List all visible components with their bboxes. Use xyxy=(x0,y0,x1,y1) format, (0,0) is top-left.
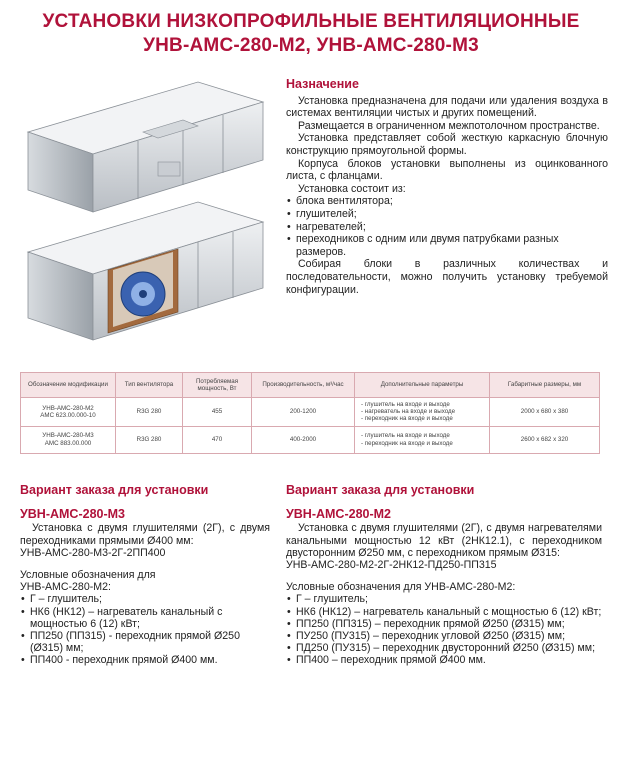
purpose-paragraph: Установка предназначена для подачи или удаления воздуха в системах вентиляции чистых и других помещений. xyxy=(286,94,608,120)
list-item: • глушителей; xyxy=(296,208,608,221)
order-description: Установка с двумя глушителями (2Г), с двумя нагревателями канальными мощностью 12 кВт (2НК12.1), с переходником двусторонним Ø250 мм, с переходником прямым Ø315: xyxy=(286,522,602,559)
fan-cell: R3G 280 xyxy=(116,398,183,427)
list-item: • НК6 (НК12) – нагреватель канальный с мощностью 6 (12) кВт; xyxy=(296,606,602,618)
capacity-cell: 200-1200 xyxy=(252,398,355,427)
list-item: • НК6 (НК12) – нагреватель канальный с мощностью 6 (12) кВт; xyxy=(30,606,270,630)
lower-unit-drawing xyxy=(28,202,263,340)
size-cell: 2000 х 680 х 380 xyxy=(490,398,600,427)
title-line-2: УНВ-АМС-280-М2, УНВ-АМС-280-М3 xyxy=(143,35,479,56)
title-line-1: УСТАНОВКИ НИЗКОПРОФИЛЬНЫЕ ВЕНТИЛЯЦИОННЫЕ xyxy=(42,11,580,32)
order-heading: Вариант заказа для установки xyxy=(286,483,475,497)
column-header: Производительность, м³/час xyxy=(252,373,355,398)
order-heading: Вариант заказа для установки xyxy=(20,483,209,497)
params-cell: - глушитель на входе и выходе - переходник на входе и выходе xyxy=(355,426,490,453)
table-row xyxy=(21,398,600,427)
ventilation-unit-illustration xyxy=(8,72,278,362)
table-header-row xyxy=(21,373,600,398)
column-header: Обозначение модификации xyxy=(21,373,116,398)
purpose-paragraph: Установка представляет собой жесткую каркасную блочную конструкцию прямоугольной формы. xyxy=(286,132,608,157)
order-code: УНВ-АМС-280-М2-2Г-2НК12-ПД250-ПП315 xyxy=(286,559,497,572)
purpose-paragraph: Собирая блоки в различных количествах и последовательности, можно получить установку требуемой конфигурации. xyxy=(286,258,608,296)
power-cell: 470 xyxy=(183,426,252,453)
legend-list xyxy=(286,593,602,666)
purpose-section xyxy=(286,78,608,296)
list-item: • ПП250 (ПП315) – переходник прямой Ø250 (Ø315) мм; xyxy=(296,618,602,630)
order-option-m3 xyxy=(20,484,270,667)
list-item: • нагревателей; xyxy=(296,221,608,234)
list-item: • ПД250 (ПУ315) – переходник двусторонний Ø250 (Ø315) мм; xyxy=(296,642,602,654)
column-header: Потребляемая мощность, Вт xyxy=(183,373,252,398)
list-item: • переходников с одним или двумя патрубками разных размеров. xyxy=(296,233,608,258)
order-description: Установка с двумя глушителями (2Г), с двумя переходниками прямыми Ø400 мм: xyxy=(20,522,270,547)
power-cell: 455 xyxy=(183,398,252,427)
model-cell: УНВ-АМС-280-М3 АМС 883.00.000 xyxy=(21,426,116,453)
table-row xyxy=(21,426,600,453)
page-title xyxy=(0,10,622,58)
capacity-cell: 400-2000 xyxy=(252,426,355,453)
components-list xyxy=(286,195,608,258)
column-header: Тип вентилятора xyxy=(116,373,183,398)
list-item: • блока вентилятора; xyxy=(296,195,608,208)
size-cell: 2600 х 682 х 320 xyxy=(490,426,600,453)
purpose-paragraph: Установка состоит из: xyxy=(298,182,406,195)
list-item: • ПП400 - переходник прямой Ø400 мм. xyxy=(30,654,270,666)
column-header: Габаритные размеры, мм xyxy=(490,373,600,398)
list-item: • Г – глушитель; xyxy=(296,593,602,605)
order-model: УВН-АМС-280-М2 xyxy=(286,507,392,522)
column-header: Дополнительные параметры xyxy=(355,373,490,398)
upper-unit-drawing xyxy=(28,82,263,212)
purpose-paragraph: Размещается в ограниченном межпотолочном пространстве. xyxy=(298,119,600,132)
legend-title: УНВ-АМС-280-М2: xyxy=(20,581,111,594)
legend-title: Условные обозначения для УНВ-АМС-280-М2: xyxy=(286,581,516,594)
order-model: УВН-АМС-280-М3 xyxy=(20,507,126,522)
purpose-paragraph: Корпуса блоков установки выполнены из оцинкованного листа, с фланцами. xyxy=(286,157,608,183)
list-item: • ПП400 – переходник прямой Ø400 мм. xyxy=(296,654,602,666)
legend-title: Условные обозначения для xyxy=(20,569,156,582)
list-item: • Г – глушитель; xyxy=(30,593,270,605)
model-cell: УНВ-АМС-280-М2 АМС 623.00.000-10 xyxy=(21,398,116,427)
legend-list xyxy=(20,593,270,666)
order-code: УНВ-АМС-280-М3-2Г-2ПП400 xyxy=(20,546,166,559)
params-cell: - глушитель на входе и выходе - нагреватель на входе и выходе - переходник на входе и выходе xyxy=(355,398,490,427)
purpose-heading: Назначение xyxy=(286,77,359,91)
list-item: • ПП250 (ПП315) - переходник прямой Ø250 (Ø315) мм; xyxy=(30,630,270,654)
order-option-m2 xyxy=(286,484,602,667)
fan-cell: R3G 280 xyxy=(116,426,183,453)
specification-table xyxy=(20,372,600,454)
list-item: • ПУ250 (ПУ315) – переходник угловой Ø250 (Ø315) мм; xyxy=(296,630,602,642)
